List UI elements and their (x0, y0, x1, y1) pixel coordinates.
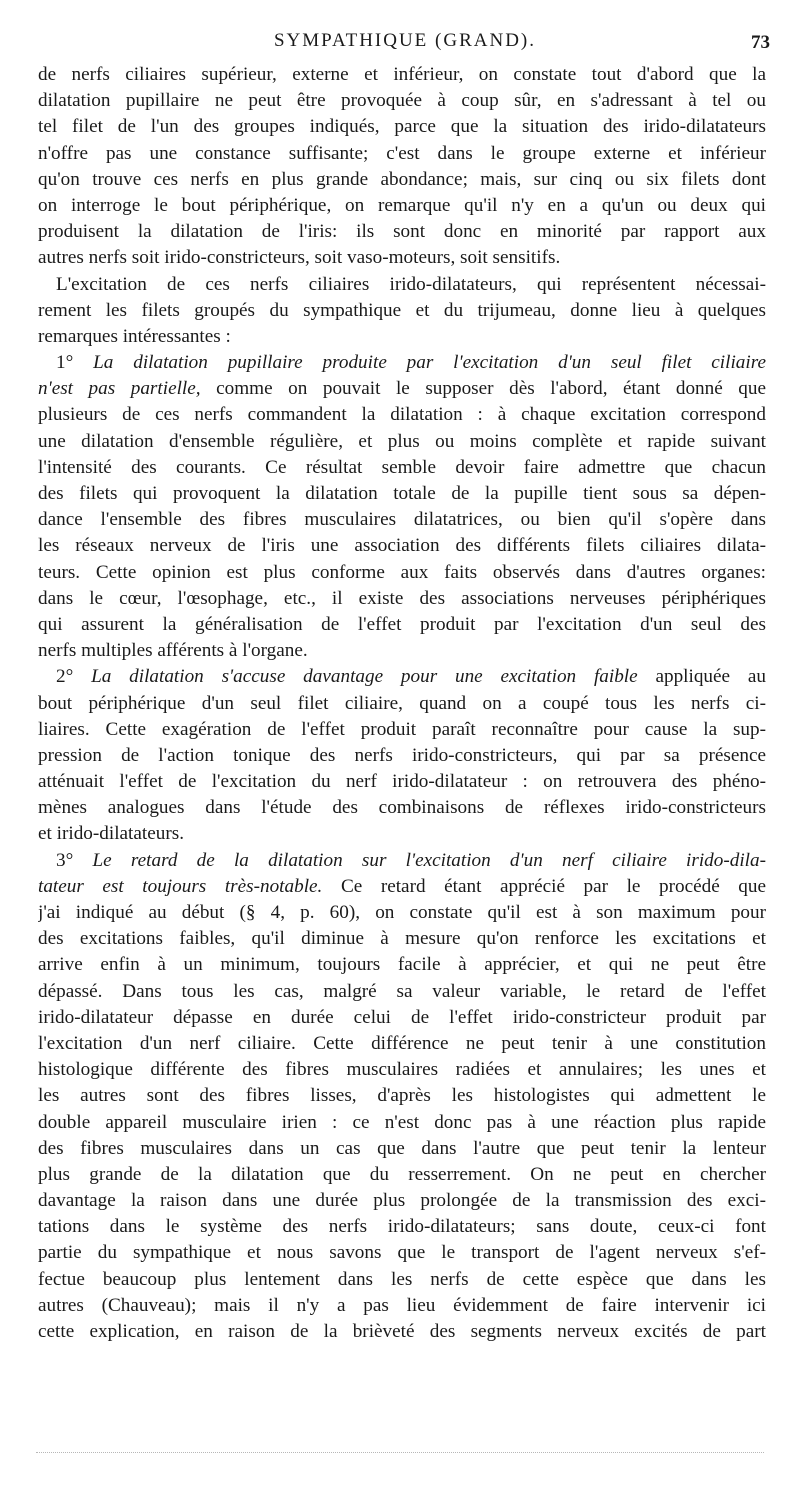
footer-rule (36, 1452, 764, 1453)
text-line (38, 350, 766, 376)
emphasis-text: La dilatation s'accuse davantage pour une excitation faible (91, 666, 638, 688)
line-text: liaires. Cette exagération de l'effet produit paraît reconnaître pour cause la sup- (38, 718, 766, 740)
text-line (38, 638, 766, 664)
text-line (38, 1083, 766, 1109)
line-text: mènes analogues dans l'étude des combinaisons de réflexes irido-constricteurs (38, 797, 766, 819)
line-text: l'excitation d'un nerf ciliaire. Cette différence ne peut tenir à une constitution (38, 1032, 766, 1054)
text-line (38, 1057, 766, 1083)
line-text: dans le cœur, l'œsophage, etc., il existe des associations nerveuses périphériques (38, 587, 766, 609)
line-text: autres (Chauveau); mais il n'y a pas lieu évidemment de faire intervenir ici (38, 1294, 766, 1316)
line-text: et irido-dilatateurs. (38, 823, 184, 845)
running-header (40, 30, 770, 56)
line-text: rement les filets groupés du sympathique et du trijumeau, donne lieu à quelques (38, 299, 766, 321)
line-text: plusieurs de ces nerfs commandent la dilatation : à chaque excitation correspond (38, 404, 766, 426)
text-line (38, 507, 766, 533)
text-line (38, 402, 766, 428)
item-number: 3° (56, 849, 93, 871)
text-line (38, 1136, 766, 1162)
text-line (38, 324, 766, 350)
text-line (38, 560, 766, 586)
text-line (38, 219, 766, 245)
text-line (38, 743, 766, 769)
line-text: cette explication, en raison de la brièveté des segments nerveux excités de part (38, 1321, 766, 1342)
line-text: arrive enfin à un minimum, toujours facile à apprécier, et qui ne peut être (38, 954, 766, 976)
line-text: tel filet de l'un des groupes indiqués, parce que la situation des irido-dilatateurs (38, 116, 766, 138)
line-text: histologique différente des fibres musculaires radiées et annulaires; les unes et (38, 1059, 766, 1081)
running-title: SYMPATHIQUE (GRAND). (273, 30, 537, 51)
line-text: partie du sympathique et nous savons que le transport de l'agent nerveux s'ef- (38, 1242, 766, 1264)
text-line (38, 1005, 766, 1031)
text-line (38, 1110, 766, 1136)
line-text: nerfs multiples afférents à l'organe. (38, 640, 308, 662)
text-line (38, 1293, 766, 1319)
text-line (38, 167, 766, 193)
line-text: fectue beaucoup plus lentement dans les nerfs de cette espèce que dans les (38, 1268, 766, 1290)
text-line (38, 1319, 766, 1345)
line-text: appliquée au (655, 666, 766, 688)
line-text: les autres sont des fibres lisses, d'après les histologistes qui admettent le (38, 1085, 766, 1107)
line-text: l'intensité des courants. Ce résultat semble devoir faire admettre que chacun (38, 456, 766, 478)
line-text: dance l'ensemble des fibres musculaires dilatatrices, ou bien qu'il s'opère dans (38, 509, 766, 531)
line-text: produisent la dilatation de l'iris: ils sont donc en minorité par rapport aux (38, 221, 766, 243)
line-text: les réseaux nerveux de l'iris une association des différents filets ciliaires dilata- (38, 535, 766, 557)
line-text: qu'on trouve ces nerfs en plus grande abondance; mais, sur cinq ou six filets dont (38, 168, 766, 190)
text-line (38, 612, 766, 638)
text-line (38, 114, 766, 140)
text-line (38, 769, 766, 795)
text-line (38, 900, 766, 926)
text-line (38, 848, 766, 874)
line-text: irido-dilatateur dépasse en durée celui de l'effet irido-constricteur produit par (38, 1006, 766, 1028)
line-text: atténuait l'effet de l'excitation du nerf irido-dilatateur : on retrouvera des phéno- (38, 771, 766, 793)
text-line (38, 533, 766, 559)
text-line (38, 1188, 766, 1214)
text-line (38, 62, 766, 88)
text-line (38, 272, 766, 298)
item-number: 2° (56, 666, 92, 688)
line-text: une dilatation d'ensemble régulière, et plus ou moins complète et rapide suivant (38, 430, 766, 452)
line-text: davantage la raison dans une durée plus prolongée de la transmission des exci- (38, 1190, 766, 1212)
line-text: bout périphérique d'un seul filet ciliaire, quand on a coupé tous les nerfs ci- (38, 692, 766, 714)
text-line (38, 429, 766, 455)
text-line (38, 298, 766, 324)
line-text: tations dans le système des nerfs irido-dilatateurs; sans doute, ceux-ci font (38, 1216, 766, 1238)
page-number: 73 (751, 32, 770, 53)
line-text: qui assurent la généralisation de l'effet produit par l'excitation d'un seul des (38, 613, 766, 635)
text-line (38, 481, 766, 507)
text-line (38, 821, 766, 847)
line-text: n'offre pas une constance suffisante; c'est dans le groupe externe et inférieur (38, 142, 766, 164)
text-line (38, 1162, 766, 1188)
text-line (38, 1214, 766, 1240)
text-line (38, 245, 766, 271)
text-line (38, 1267, 766, 1293)
text-line (38, 952, 766, 978)
text-line (38, 979, 766, 1005)
line-text: des fibres musculaires dans un cas que dans l'autre que peut tenir la lenteur (38, 1137, 766, 1159)
body-text (38, 62, 766, 1345)
emphasis-text: n'est pas partielle, (38, 378, 201, 400)
text-line (38, 1031, 766, 1057)
text-line (38, 141, 766, 167)
line-text: teurs. Cette opinion est plus conforme aux faits observés dans d'autres organes: (38, 561, 766, 583)
text-line (38, 691, 766, 717)
emphasis-text: Le retard de la dilatation sur l'excitation d'un nerf ciliaire irido-dila- (92, 849, 766, 871)
text-line (38, 1240, 766, 1266)
text-line (38, 586, 766, 612)
text-line (38, 664, 766, 690)
line-text: autres nerfs soit irido-constricteurs, soit vaso-moteurs, soit sensitifs. (38, 247, 561, 269)
line-text: plus grande de la dilatation que du resserrement. On ne peut en chercher (38, 1163, 766, 1185)
line-text: L'excitation de ces nerfs ciliaires irido-dilatateurs, qui représentent nécessai- (56, 273, 766, 295)
line-text: de nerfs ciliaires supérieur, externe et inférieur, on constate tout d'abord que la (38, 64, 766, 85)
line-text: double appareil musculaire irien : ce n'est donc pas à une réaction plus rapide (38, 1111, 766, 1133)
line-text: j'ai indiqué au début (§ 4, p. 60), on constate qu'il est à son maximum pour (38, 902, 766, 923)
text-line (38, 376, 766, 402)
emphasis-text: La dilatation pupillaire produite par l'excitation d'un seul filet ciliaire (93, 352, 766, 374)
text-line (38, 193, 766, 219)
line-text: on interroge le bout périphérique, on remarque qu'il n'y en a qu'un ou deux qui (38, 194, 766, 216)
line-text: dilatation pupillaire ne peut être provoquée à coup sûr, en s'adressant à tel ou (38, 90, 766, 112)
line-text: des excitations faibles, qu'il diminue à mesure qu'on renforce les excitations et (38, 928, 766, 950)
line-text: comme on pouvait le supposer dès l'abord, étant donné que (216, 378, 766, 400)
text-line (38, 717, 766, 743)
line-text: remarques intéressantes : (38, 325, 231, 347)
line-text: des filets qui provoquent la dilatation totale de la pupille tient sous sa dépen- (38, 483, 766, 504)
text-line (38, 88, 766, 114)
text-line (38, 874, 766, 900)
text-line (38, 795, 766, 821)
text-line (38, 455, 766, 481)
item-number: 1° (56, 352, 94, 374)
text-line (38, 926, 766, 952)
line-text: Ce retard étant apprécié par le procédé que (340, 875, 766, 897)
line-text: dépassé. Dans tous les cas, malgré sa valeur variable, le retard de l'effet (38, 980, 766, 1002)
line-text: pression de l'action tonique des nerfs irido-constricteurs, qui par sa présence (38, 744, 766, 766)
emphasis-text: tateur est toujours très-notable. (38, 875, 323, 897)
